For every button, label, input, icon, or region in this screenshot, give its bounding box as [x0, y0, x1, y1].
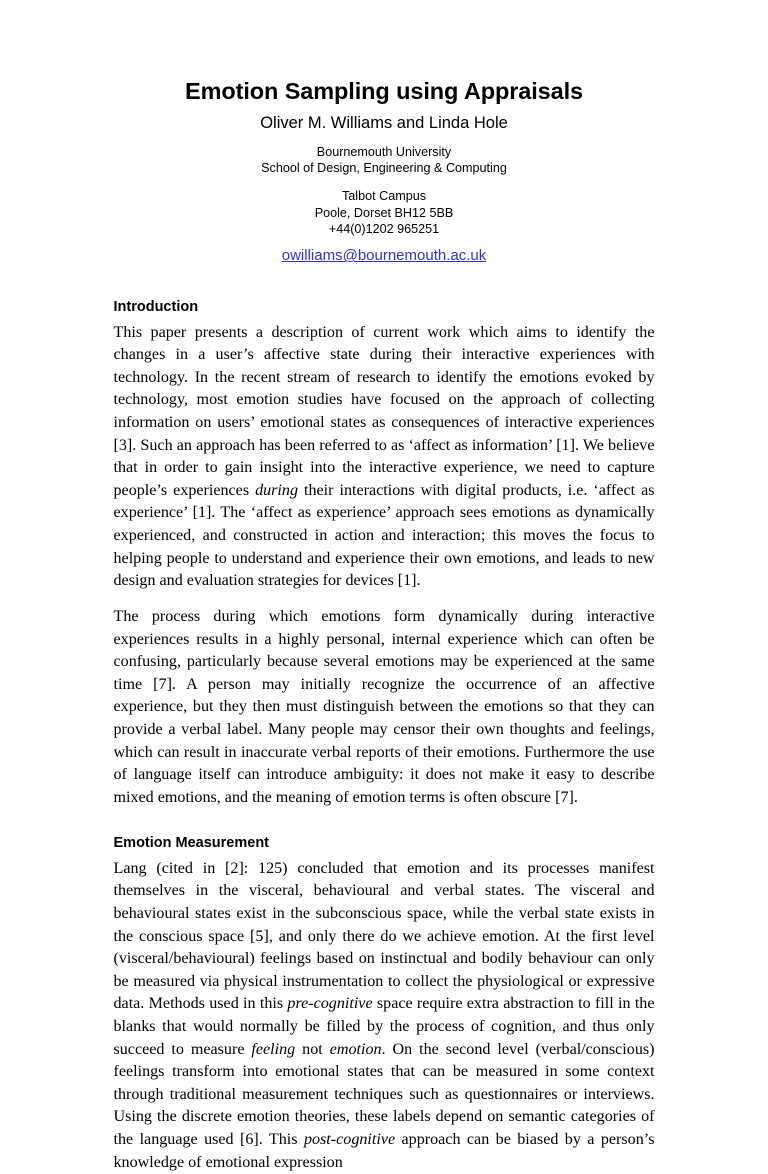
- affiliation-postal-address: Poole, Dorset BH12 5BB: [314, 205, 454, 220]
- affiliation-institution: [0, 144, 768, 177]
- affiliation-address: [0, 188, 768, 238]
- document-body: [114, 265, 655, 1174]
- paragraph-measurement-1: Lang (cited in [2]: 125) concluded that emotion and its processes manifest themselves in the visceral, behavioural and verbal states. The visceral and behavioural states exist in the subconscious space, while the verbal state exists in the conscious space [5], and only there do we achieve emotion. At the first level (visceral/behavioural) feelings based on instinctual and bodily behaviour can only be measured via physical instrumentation to collect the physiological or expressive data. Methods used in this pre-cognitive space require extra abstraction to fill in the blanks that would normally be filled by the process of cognition, and thus only succeed to measure feeling not emotion. On the second level (verbal/conscious) feelings transform into emotional states that can be measured in some context through traditional measurement techniques such as questionnaires or interviews. Using the discrete emotion theories, these labels depend on semantic categories of the language used [6]. This post-cognitive approach can be biased by a person’s knowledge of emotional expression: [113, 859, 655, 1171]
- paragraph-intro-2: The process during which emotions form dynamically during interactive experiences results in a highly personal, internal experience which can often be confusing, particularly because several emotions may be experienced at the same time [7]. A person may initially recognize the occurrence of an affective experience, but they then must distinguish between the emotions so that they can provide a verbal label. Many people may censor their own thoughts and feelings, which can result in inaccurate verbal reports of their emotions. Furthermore the use of language itself can introduce ambiguity: it does not make it easy to describe mixed emotions, and the meaning of emotion terms is often obscure [7].: [113, 607, 655, 806]
- affiliation-organization: Bournemouth University: [316, 144, 452, 159]
- page-title: Emotion Sampling using Appraisals: [185, 78, 583, 104]
- paragraph-intro-1: This paper presents a description of current work which aims to identify the changes in a user’s affective state during their interactive experiences with technology. In the recent stream of research to identify the emotions evoked by technology, most emotion studies have focused on the approach of collecting information on users’ emotional states as consequences of interactive experiences [3]. Such an approach has been referred to as ‘affect as information’ [1]. We believe that in order to gain insight into the interactive experience, we need to capture people’s experiences during their interactions with digital products, i.e. ‘affect as experience’ [1]. The ‘affect as experience’ approach sees emotions as dynamically experienced, and constructed in action and interaction; this moves the focus to helping people to understand and experience their own emotions, and leads to new design and evaluation strategies for devices [1].: [113, 323, 655, 590]
- affiliation-department: School of Design, Engineering & Computing: [261, 161, 507, 176]
- affiliation-phone: +44(0)1202 965251: [328, 222, 440, 237]
- affiliation-campus: Talbot Campus: [342, 188, 426, 203]
- section-heading-introduction: Introduction: [113, 299, 199, 316]
- contact-email-link[interactable]: owilliams@bournemouth.ac.uk: [281, 247, 487, 265]
- author-list: Oliver M. Williams and Linda Hole: [260, 113, 508, 132]
- contact-email-row: [0, 247, 768, 265]
- section-heading-emotion-measurement: Emotion Measurement: [113, 835, 269, 852]
- title-block: [0, 0, 768, 265]
